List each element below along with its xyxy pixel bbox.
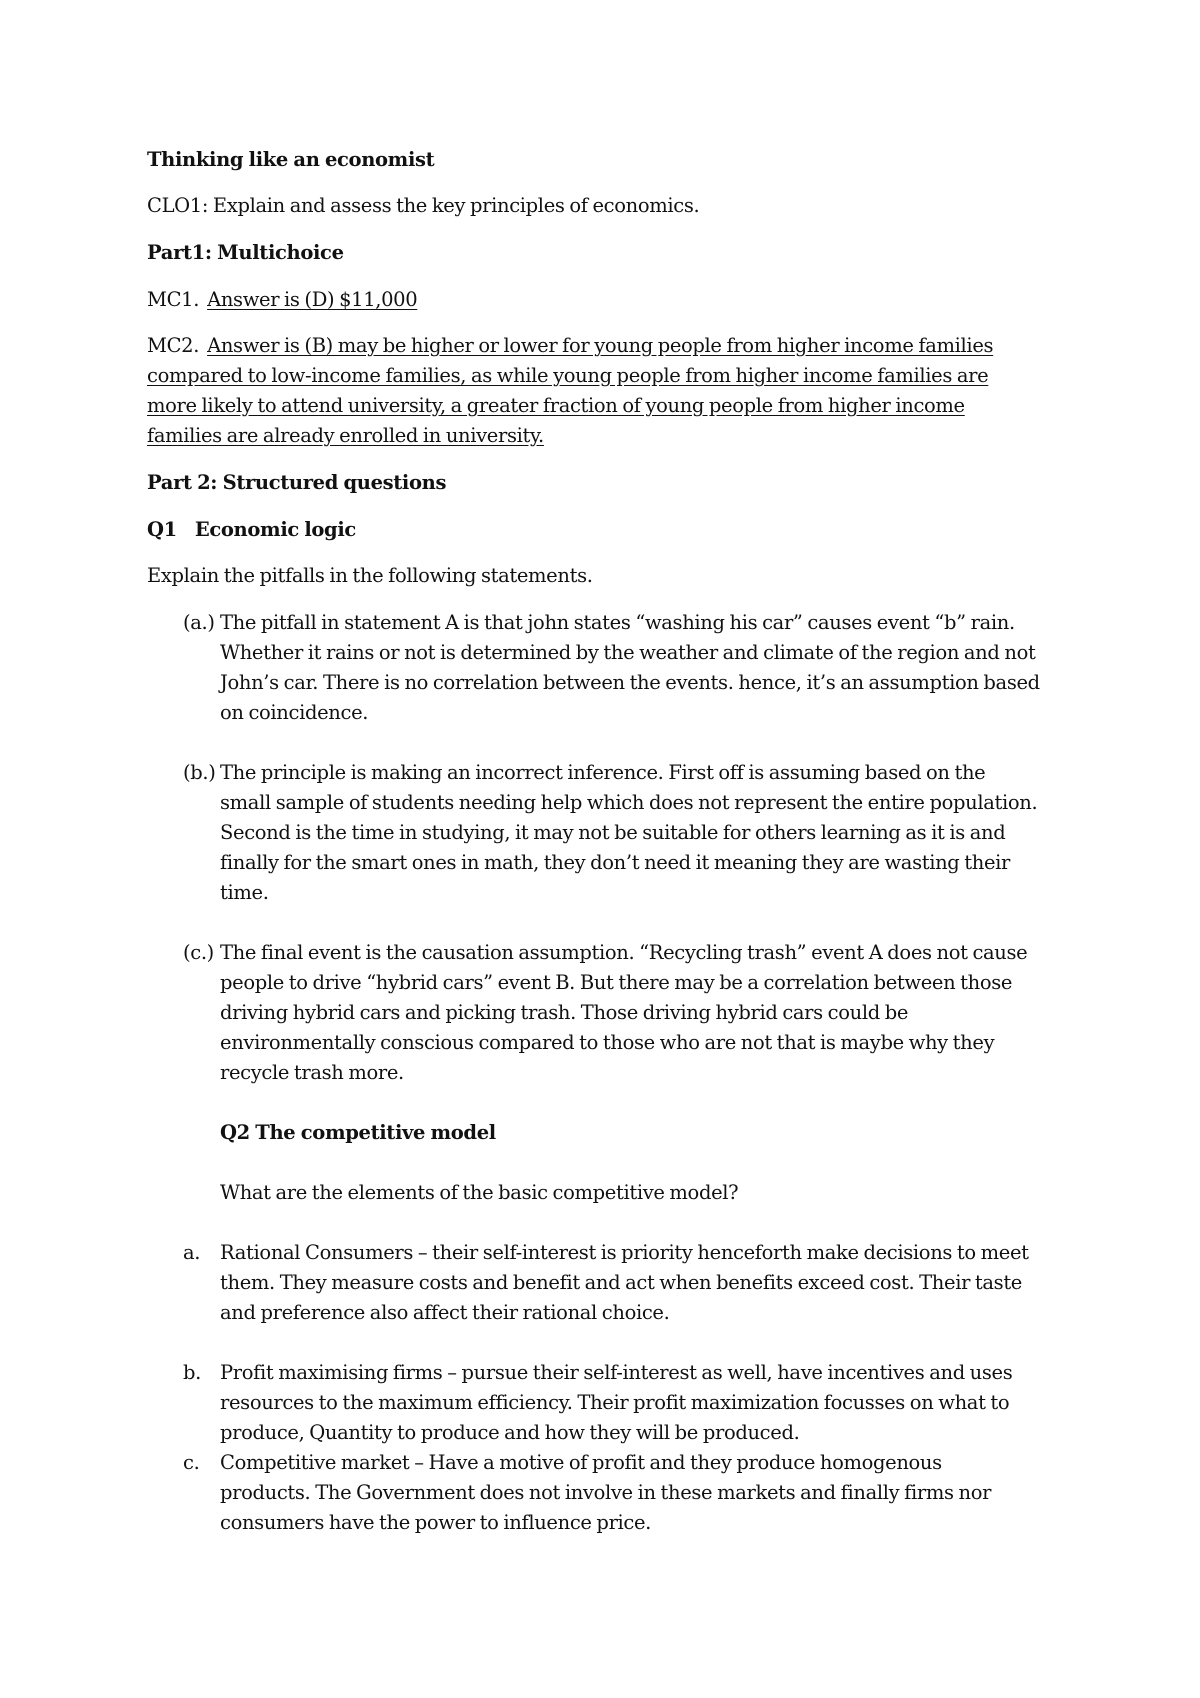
q2-item-b-line: produce, Quantity to produce and how they will be produced.	[220, 1421, 800, 1444]
mc2-answer-line: more likely to attend university, a greater fraction of young people from higher income	[147, 394, 965, 417]
q1-item-c-line: The final event is the causation assumption. “Recycling trash” event A does not cause	[220, 941, 1028, 964]
mc2-answer-line: Answer is (B) may be higher or lower for young people from higher income families	[207, 334, 994, 357]
q1-item-a-line: John’s car. There is no correlation between the events. hence, it’s an assumption based	[220, 671, 1040, 694]
q2-heading: Q2 The competitive model	[220, 1121, 496, 1144]
q1-item-b-marker: (b.)	[183, 761, 216, 784]
q2-item-b-line: Profit maximising firms – pursue their self-interest as well, have incentives and uses	[220, 1361, 1013, 1384]
q1-item-a-line: Whether it rains or not is determined by the weather and climate of the region and not	[220, 641, 1036, 664]
q1-item-c-line: people to drive “hybrid cars” event B. But there may be a correlation between those	[220, 971, 1013, 994]
q2-item-a-line: and preference also affect their rational choice.	[220, 1301, 670, 1324]
part1-heading: Part1: Multichoice	[147, 241, 344, 264]
q1-prompt: Explain the pitfalls in the following statements.	[147, 564, 593, 587]
q1-item-b-line: time.	[220, 881, 269, 904]
q1-number: Q1	[147, 518, 177, 541]
mc2-row	[147, 331, 993, 361]
q2-item-c-line: products. The Government does not involve in these markets and finally firms nor	[220, 1481, 992, 1504]
learning-outcome: CLO1: Explain and assess the key principles of economics.	[147, 194, 700, 217]
q1-item-c-marker: (c.)	[183, 941, 214, 964]
q1-item-b-line: Second is the time in studying, it may not be suitable for others learning as it is and	[220, 821, 1006, 844]
q2-item-b-line: resources to the maximum efficiency. Their profit maximization focusses on what to	[220, 1391, 1010, 1414]
q1-item-c-line: recycle trash more.	[220, 1061, 404, 1084]
q1-item-a-line: on coincidence.	[220, 701, 369, 724]
q1-item-b-line: finally for the smart ones in math, they don’t need it meaning they are wasting their	[220, 851, 1011, 874]
q2-prompt: What are the elements of the basic competitive model?	[220, 1181, 739, 1204]
q1-item-b-line: small sample of students needing help which does not represent the entire population.	[220, 791, 1038, 814]
q1-item-c-line: environmentally conscious compared to those who are not that is maybe why they	[220, 1031, 995, 1054]
q2-item-c-line: Competitive market – Have a motive of profit and they produce homogenous	[220, 1451, 942, 1474]
q1-item-c-line: driving hybrid cars and picking trash. Those driving hybrid cars could be	[220, 1001, 909, 1024]
part2-heading: Part 2: Structured questions	[147, 471, 447, 494]
q2-item-b-marker: b.	[183, 1361, 201, 1384]
mc1-row	[147, 285, 417, 315]
q1-title: Economic logic	[194, 518, 356, 541]
q2-item-a-marker: a.	[183, 1241, 201, 1264]
document-title: Thinking like an economist	[147, 148, 435, 171]
q2-item-a-line: them. They measure costs and benefit and act when benefits exceed cost. Their taste	[220, 1271, 1023, 1294]
q1-heading	[147, 515, 356, 545]
mc2-answer-line: families are already enrolled in university.	[147, 424, 544, 447]
q1-item-a-line: The pitfall in statement A is that john states “washing his car” causes event “b” rain.	[220, 611, 1015, 634]
mc2-label: MC2.	[147, 334, 200, 357]
q2-item-c-line: consumers have the power to influence price.	[220, 1511, 652, 1534]
q2-item-c-marker: c.	[183, 1451, 200, 1474]
q2-item-a-line: Rational Consumers – their self-interest is priority henceforth make decisions to meet	[220, 1241, 1029, 1264]
mc2-answer-line: compared to low-income families, as while young people from higher income families are	[147, 364, 989, 387]
mc1-answer: Answer is (D) $11,000	[207, 288, 418, 311]
q1-item-b-line: The principle is making an incorrect inference. First off is assuming based on the	[220, 761, 986, 784]
q1-item-a-marker: (a.)	[183, 611, 215, 634]
mc1-label: MC1.	[147, 288, 200, 311]
